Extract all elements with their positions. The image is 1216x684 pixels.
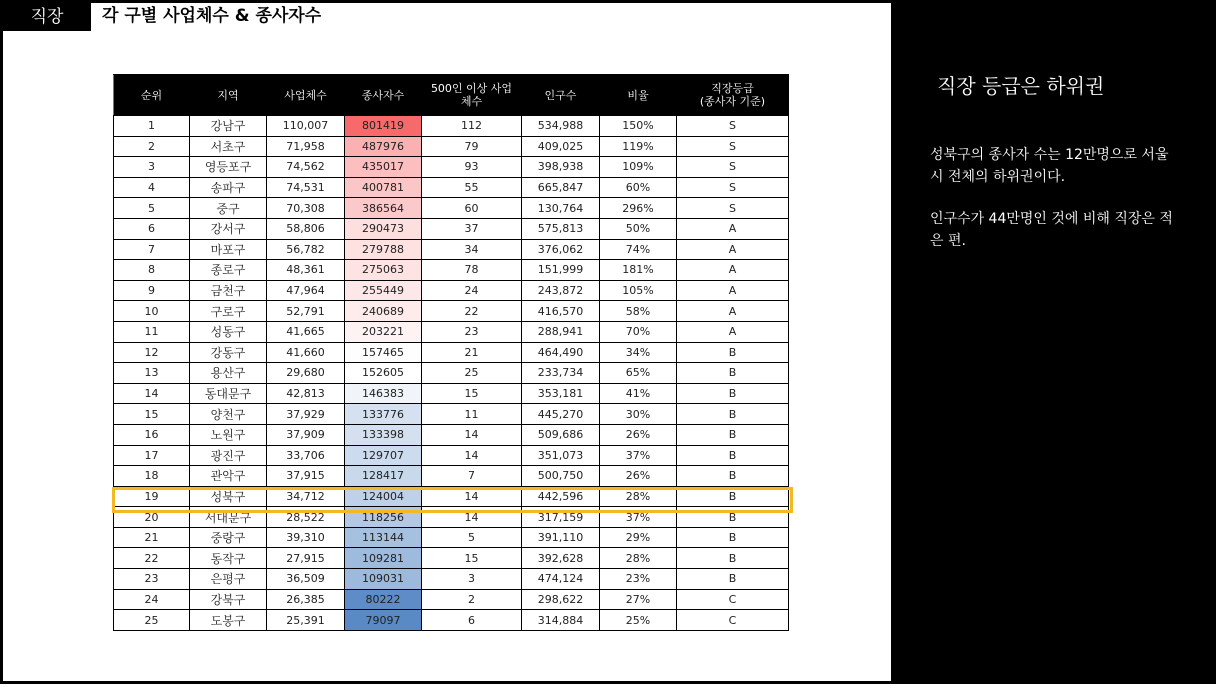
- table-cell: 41,660: [267, 342, 345, 363]
- table-cell: C: [677, 610, 789, 631]
- table-cell: 56,782: [267, 239, 345, 260]
- table-cell: 24: [114, 589, 190, 610]
- section-tag: 직장: [3, 3, 91, 31]
- column-header: 직장등급 (종사자 기준): [677, 75, 789, 116]
- table-row: [114, 383, 789, 404]
- table-cell: 26%: [600, 466, 677, 487]
- table-cell: 157465: [345, 342, 422, 363]
- table-row: [114, 589, 789, 610]
- table-cell: B: [677, 363, 789, 384]
- table-cell: 1: [114, 116, 190, 137]
- table-cell: 386564: [345, 198, 422, 219]
- table-cell: 11: [422, 404, 522, 425]
- table-cell: B: [677, 383, 789, 404]
- table-cell: 14: [422, 424, 522, 445]
- table-cell: 93: [422, 157, 522, 178]
- table-cell: 400781: [345, 177, 422, 198]
- table-cell: B: [677, 486, 789, 507]
- table-cell: 109281: [345, 548, 422, 569]
- table-cell: 314,884: [522, 610, 600, 631]
- table-cell: 80222: [345, 589, 422, 610]
- table-cell: 3: [114, 157, 190, 178]
- summary-paragraph-2: 인구수가 44만명인 것에 비해 직장은 적은 편.: [930, 211, 1173, 249]
- table-cell: 113144: [345, 527, 422, 548]
- table-cell: 도봉구: [190, 610, 267, 631]
- table-cell: 203221: [345, 321, 422, 342]
- table-cell: 151,999: [522, 260, 600, 281]
- table-cell: 60%: [600, 177, 677, 198]
- table-cell: 종로구: [190, 260, 267, 281]
- table-cell: B: [677, 527, 789, 548]
- table-cell: 구로구: [190, 301, 267, 322]
- table-cell: S: [677, 157, 789, 178]
- table-row: [114, 260, 789, 281]
- table-cell: 22: [422, 301, 522, 322]
- table-row: [114, 610, 789, 631]
- table-cell: 509,686: [522, 424, 600, 445]
- table-cell: 55: [422, 177, 522, 198]
- table-cell: 36,509: [267, 569, 345, 590]
- table-cell: 25: [114, 610, 190, 631]
- table-cell: S: [677, 136, 789, 157]
- summary-heading: 직장 등급은 하위권: [937, 74, 1105, 98]
- table-cell: A: [677, 321, 789, 342]
- table-cell: 9: [114, 280, 190, 301]
- table-cell: 279788: [345, 239, 422, 260]
- table-cell: B: [677, 342, 789, 363]
- table-cell: 25%: [600, 610, 677, 631]
- table-cell: 관악구: [190, 466, 267, 487]
- table-cell: 14: [422, 445, 522, 466]
- column-header: 비율: [600, 75, 677, 116]
- table-cell: B: [677, 445, 789, 466]
- table-cell: 128417: [345, 466, 422, 487]
- table-cell: 13: [114, 363, 190, 384]
- table-cell: 74%: [600, 239, 677, 260]
- table-cell: 240689: [345, 301, 422, 322]
- table-cell: 37,929: [267, 404, 345, 425]
- table-row: [114, 363, 789, 384]
- table-cell: 24: [422, 280, 522, 301]
- table-cell: 464,490: [522, 342, 600, 363]
- table-cell: 41,665: [267, 321, 345, 342]
- table-row: [114, 218, 789, 239]
- table-cell: 20: [114, 507, 190, 528]
- table-cell: 34%: [600, 342, 677, 363]
- table-cell: A: [677, 280, 789, 301]
- table-cell: 37,915: [267, 466, 345, 487]
- table-cell: 233,734: [522, 363, 600, 384]
- table-cell: 74,531: [267, 177, 345, 198]
- table-cell: 15: [422, 383, 522, 404]
- table-cell: 3: [422, 569, 522, 590]
- table-cell: 21: [422, 342, 522, 363]
- table-cell: 성동구: [190, 321, 267, 342]
- table-cell: 8: [114, 260, 190, 281]
- table-header-row: [114, 75, 789, 116]
- table-cell: 2: [422, 589, 522, 610]
- table-cell: A: [677, 218, 789, 239]
- table-cell: 58,806: [267, 218, 345, 239]
- table-cell: 416,570: [522, 301, 600, 322]
- table-cell: 500,750: [522, 466, 600, 487]
- table-cell: 성북구: [190, 486, 267, 507]
- table-cell: B: [677, 424, 789, 445]
- table-cell: 30%: [600, 404, 677, 425]
- table-cell: 6: [422, 610, 522, 631]
- column-header: 사업체수: [267, 75, 345, 116]
- table-cell: 22: [114, 548, 190, 569]
- table-row: [114, 157, 789, 178]
- table-cell: 65%: [600, 363, 677, 384]
- table-cell: 강서구: [190, 218, 267, 239]
- table-cell: 6: [114, 218, 190, 239]
- table-cell: 801419: [345, 116, 422, 137]
- table-row: [114, 507, 789, 528]
- table-cell: 23: [114, 569, 190, 590]
- table-cell: 39,310: [267, 527, 345, 548]
- table-cell: 150%: [600, 116, 677, 137]
- table-cell: 110,007: [267, 116, 345, 137]
- table-cell: B: [677, 404, 789, 425]
- table-cell: 474,124: [522, 569, 600, 590]
- summary-paragraph-1: 성북구의 종사자 수는 12만명으로 서울시 전체의 하위권이다.: [930, 147, 1169, 185]
- table-cell: 용산구: [190, 363, 267, 384]
- table-cell: 34,712: [267, 486, 345, 507]
- table-cell: 서초구: [190, 136, 267, 157]
- table-cell: 5: [422, 527, 522, 548]
- table-cell: 15: [114, 404, 190, 425]
- table-cell: 296%: [600, 198, 677, 219]
- table-row: [114, 569, 789, 590]
- table-cell: 50%: [600, 218, 677, 239]
- table-cell: 송파구: [190, 177, 267, 198]
- table-cell: 10: [114, 301, 190, 322]
- table-cell: 487976: [345, 136, 422, 157]
- table-cell: 255449: [345, 280, 422, 301]
- page-title: 각 구별 사업체수 & 종사자수: [102, 6, 322, 26]
- table-cell: 133398: [345, 424, 422, 445]
- table-cell: 146383: [345, 383, 422, 404]
- table-row: [114, 280, 789, 301]
- table-cell: 534,988: [522, 116, 600, 137]
- table-row: [114, 548, 789, 569]
- table-cell: 445,270: [522, 404, 600, 425]
- table-cell: 71,958: [267, 136, 345, 157]
- table-cell: 영등포구: [190, 157, 267, 178]
- table-cell: 서대문구: [190, 507, 267, 528]
- table-cell: 37: [422, 218, 522, 239]
- table-cell: 47,964: [267, 280, 345, 301]
- table-cell: 152605: [345, 363, 422, 384]
- table-cell: 동작구: [190, 548, 267, 569]
- table-cell: 353,181: [522, 383, 600, 404]
- table-cell: 42,813: [267, 383, 345, 404]
- table-cell: 광진구: [190, 445, 267, 466]
- table-cell: 70,308: [267, 198, 345, 219]
- table-cell: 665,847: [522, 177, 600, 198]
- table-cell: 양천구: [190, 404, 267, 425]
- table-cell: 298,622: [522, 589, 600, 610]
- table-cell: 중구: [190, 198, 267, 219]
- table-cell: 37,909: [267, 424, 345, 445]
- table-cell: 112: [422, 116, 522, 137]
- table-cell: 109031: [345, 569, 422, 590]
- table-row: [114, 404, 789, 425]
- column-header: 종사자수: [345, 75, 422, 116]
- table-cell: 129707: [345, 445, 422, 466]
- table-cell: 7: [422, 466, 522, 487]
- table-cell: 275063: [345, 260, 422, 281]
- table-cell: 105%: [600, 280, 677, 301]
- table-cell: 435017: [345, 157, 422, 178]
- table-cell: 14: [114, 383, 190, 404]
- table-row: [114, 301, 789, 322]
- table-cell: 11: [114, 321, 190, 342]
- table-cell: 27%: [600, 589, 677, 610]
- table-cell: 58%: [600, 301, 677, 322]
- table-row: [114, 177, 789, 198]
- table-cell: 23: [422, 321, 522, 342]
- table-row: [114, 424, 789, 445]
- column-header: 500인 이상 사업 체수: [422, 75, 522, 116]
- table-cell: 26%: [600, 424, 677, 445]
- table-cell: 317,159: [522, 507, 600, 528]
- table-cell: 442,596: [522, 486, 600, 507]
- column-header: 지역: [190, 75, 267, 116]
- table-cell: 금천구: [190, 280, 267, 301]
- table-cell: 74,562: [267, 157, 345, 178]
- table-cell: 130,764: [522, 198, 600, 219]
- table-cell: B: [677, 466, 789, 487]
- table-cell: S: [677, 116, 789, 137]
- table-cell: 79: [422, 136, 522, 157]
- table-cell: 409,025: [522, 136, 600, 157]
- table-cell: 290473: [345, 218, 422, 239]
- table-cell: S: [677, 177, 789, 198]
- table-cell: 25: [422, 363, 522, 384]
- table-cell: 14: [422, 486, 522, 507]
- table-cell: 133776: [345, 404, 422, 425]
- table-cell: 118256: [345, 507, 422, 528]
- table-cell: 12: [114, 342, 190, 363]
- table-row: [114, 116, 789, 137]
- table-cell: 52,791: [267, 301, 345, 322]
- table-cell: A: [677, 260, 789, 281]
- table-cell: 351,073: [522, 445, 600, 466]
- column-header: 인구수: [522, 75, 600, 116]
- table-cell: 5: [114, 198, 190, 219]
- table-row: [114, 445, 789, 466]
- table-cell: A: [677, 301, 789, 322]
- table-cell: 391,110: [522, 527, 600, 548]
- table-cell: 강동구: [190, 342, 267, 363]
- column-header: 순위: [114, 75, 190, 116]
- table-cell: 28%: [600, 548, 677, 569]
- table-cell: B: [677, 507, 789, 528]
- table-cell: B: [677, 548, 789, 569]
- table-cell: 79097: [345, 610, 422, 631]
- table-cell: S: [677, 198, 789, 219]
- table-cell: 은평구: [190, 569, 267, 590]
- table-cell: 26,385: [267, 589, 345, 610]
- table-cell: 48,361: [267, 260, 345, 281]
- table-cell: 34: [422, 239, 522, 260]
- table-cell: 강북구: [190, 589, 267, 610]
- table-row: [114, 466, 789, 487]
- table-cell: 181%: [600, 260, 677, 281]
- table-cell: 29%: [600, 527, 677, 548]
- table-cell: 18: [114, 466, 190, 487]
- table-cell: 392,628: [522, 548, 600, 569]
- table-cell: 33,706: [267, 445, 345, 466]
- table-cell: 28,522: [267, 507, 345, 528]
- table-cell: 28%: [600, 486, 677, 507]
- table-cell: 60: [422, 198, 522, 219]
- table-cell: 21: [114, 527, 190, 548]
- table-row: [114, 527, 789, 548]
- table-row: [114, 342, 789, 363]
- table-row: [114, 486, 789, 507]
- table-cell: 37%: [600, 445, 677, 466]
- table-cell: A: [677, 239, 789, 260]
- table-cell: 109%: [600, 157, 677, 178]
- table-cell: 마포구: [190, 239, 267, 260]
- table-cell: 29,680: [267, 363, 345, 384]
- table-row: [114, 136, 789, 157]
- table-cell: 17: [114, 445, 190, 466]
- table-cell: 70%: [600, 321, 677, 342]
- table-cell: 강남구: [190, 116, 267, 137]
- table-cell: 27,915: [267, 548, 345, 569]
- table-cell: 7: [114, 239, 190, 260]
- table-row: [114, 321, 789, 342]
- table-cell: 41%: [600, 383, 677, 404]
- table-cell: 19: [114, 486, 190, 507]
- table-cell: 동대문구: [190, 383, 267, 404]
- table-row: [114, 239, 789, 260]
- table-cell: 25,391: [267, 610, 345, 631]
- table-cell: 575,813: [522, 218, 600, 239]
- table-cell: 4: [114, 177, 190, 198]
- table-cell: 119%: [600, 136, 677, 157]
- table-cell: 288,941: [522, 321, 600, 342]
- table-cell: 14: [422, 507, 522, 528]
- table-cell: 124004: [345, 486, 422, 507]
- table-cell: 398,938: [522, 157, 600, 178]
- table-cell: 15: [422, 548, 522, 569]
- district-table: [113, 74, 789, 631]
- table-cell: 노원구: [190, 424, 267, 445]
- table-body: [114, 116, 789, 631]
- table-cell: 중랑구: [190, 527, 267, 548]
- table-cell: 243,872: [522, 280, 600, 301]
- table-row: [114, 198, 789, 219]
- table-cell: 23%: [600, 569, 677, 590]
- table-cell: 78: [422, 260, 522, 281]
- table-cell: C: [677, 589, 789, 610]
- table-cell: 2: [114, 136, 190, 157]
- table-cell: 16: [114, 424, 190, 445]
- table-cell: 37%: [600, 507, 677, 528]
- table-cell: 376,062: [522, 239, 600, 260]
- table-cell: B: [677, 569, 789, 590]
